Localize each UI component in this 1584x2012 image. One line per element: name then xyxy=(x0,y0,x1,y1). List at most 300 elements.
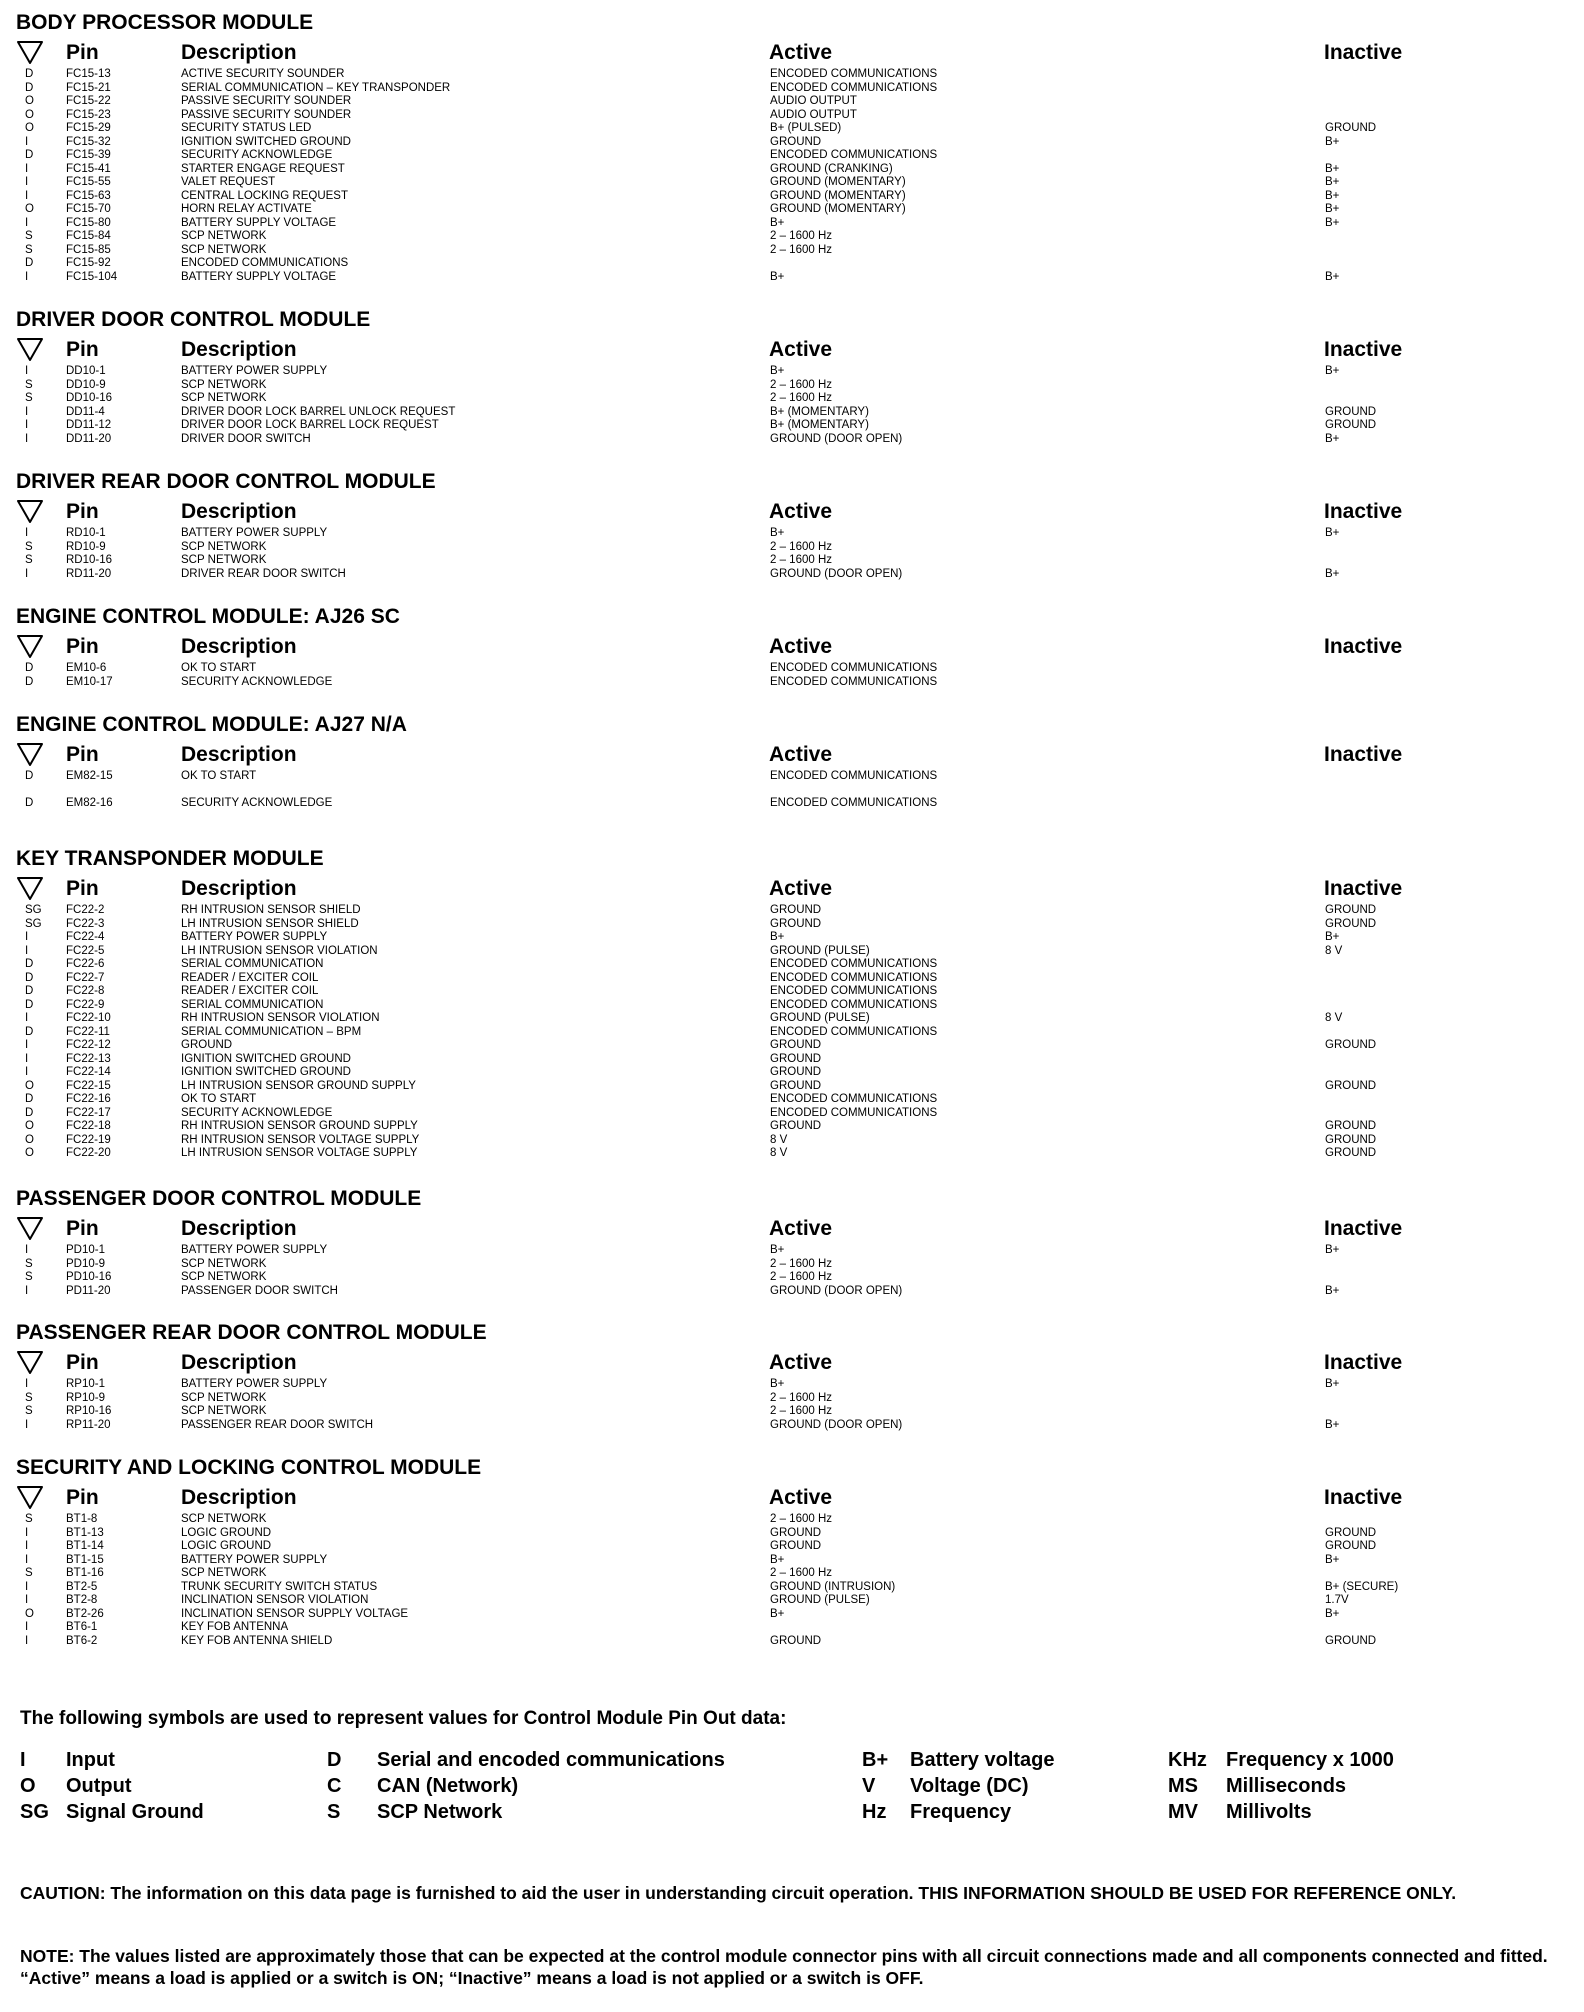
header-active: Active xyxy=(769,1351,833,1374)
pin-id: FC15-21 xyxy=(66,81,111,94)
pin-id: EM10-6 xyxy=(66,662,107,674)
header-pin: Pin xyxy=(66,743,99,766)
header-pin: Pin xyxy=(66,500,99,523)
pin-row xyxy=(16,527,1566,541)
pin-description: STARTER ENGAGE REQUEST xyxy=(181,162,345,175)
triangle-symbol-icon xyxy=(16,498,44,524)
pin-id: RP11-20 xyxy=(66,1418,111,1431)
pin-active-value: GROUND (DOOR OPEN) xyxy=(770,1418,903,1431)
pin-description: BATTERY POWER SUPPLY xyxy=(181,527,328,539)
pin-row xyxy=(16,1066,1566,1080)
pin-type: I xyxy=(25,1244,29,1256)
pin-id: FC22-13 xyxy=(66,1052,111,1065)
pin-active-value: 2 – 1600 Hz xyxy=(770,540,833,553)
header-active: Active xyxy=(769,500,833,523)
pin-type: I xyxy=(25,1621,29,1633)
module-section xyxy=(16,10,1566,284)
pin-type: I xyxy=(25,1066,29,1078)
pin-inactive-value: B+ xyxy=(1325,216,1340,229)
legend-symbol: Hz xyxy=(862,1801,887,1823)
legend-meaning: Milliseconds xyxy=(1226,1775,1347,1797)
pin-row xyxy=(16,770,1566,784)
header-description: Description xyxy=(181,877,297,900)
pin-type: D xyxy=(25,662,34,674)
pin-description: SCP NETWORK xyxy=(181,1405,267,1417)
pin-type: O xyxy=(25,95,34,107)
pin-type: I xyxy=(25,189,29,202)
pin-id: EM82-15 xyxy=(66,770,113,782)
pin-id: BT1-13 xyxy=(66,1526,104,1539)
pin-description: BATTERY POWER SUPPLY xyxy=(181,1244,328,1256)
pin-active-value: GROUND (CRANKING) xyxy=(770,162,893,175)
pin-inactive-value: B+ xyxy=(1325,1607,1340,1620)
pin-inactive-value: B+ xyxy=(1325,135,1340,148)
pin-active-value: ENCODED COMMUNICATIONS xyxy=(770,998,938,1011)
legend-meaning: Signal Ground xyxy=(66,1801,204,1823)
pin-type: D xyxy=(25,770,34,782)
pin-id: FC15-92 xyxy=(66,257,111,269)
pin-active-value: ENCODED COMMUNICATIONS xyxy=(770,81,938,94)
pin-type: I xyxy=(25,162,29,175)
pin-active-value: GROUND xyxy=(770,1052,822,1065)
pin-description: LH INTRUSION SENSOR SHIELD xyxy=(181,917,359,930)
header-pin: Pin xyxy=(66,1217,99,1240)
legend-symbol: I xyxy=(20,1749,26,1771)
pin-row xyxy=(16,1594,1566,1608)
pin-row xyxy=(16,257,1566,271)
pin-type: D xyxy=(25,958,34,970)
pin-id: FC15-85 xyxy=(66,243,111,256)
pin-type: SG xyxy=(25,904,42,916)
pin-row xyxy=(16,1608,1566,1622)
pin-type: S xyxy=(25,1257,33,1270)
pin-inactive-value: 8 V xyxy=(1325,1012,1343,1024)
pin-type: I xyxy=(25,1594,29,1606)
pin-active-value: 2 – 1600 Hz xyxy=(770,1391,833,1404)
pin-row xyxy=(16,1635,1566,1649)
legend-meaning: Output xyxy=(66,1775,132,1797)
pin-inactive-value: GROUND xyxy=(1325,1526,1377,1539)
legend-symbol: SG xyxy=(20,1801,49,1823)
pin-id: FC22-19 xyxy=(66,1133,111,1146)
pin-type: I xyxy=(25,1526,29,1539)
pin-active-value: GROUND xyxy=(770,1079,822,1092)
pin-row xyxy=(16,68,1566,82)
header-inactive: Inactive xyxy=(1324,338,1403,361)
legend-symbol: B+ xyxy=(862,1749,889,1771)
pin-type: S xyxy=(25,540,33,553)
pin-row xyxy=(16,136,1566,150)
pin-active-value: GROUND xyxy=(770,135,822,148)
pin-active-value: ENCODED COMMUNICATIONS xyxy=(770,985,938,997)
pin-row xyxy=(16,985,1566,999)
pin-description: IGNITION SWITCHED GROUND xyxy=(181,1052,351,1065)
pin-description: SCP NETWORK xyxy=(181,1257,267,1270)
pin-active-value: GROUND xyxy=(770,1634,822,1647)
pin-description: LH INTRUSION SENSOR VIOLATION xyxy=(181,944,378,957)
pin-description: OK TO START xyxy=(181,770,257,782)
pin-inactive-value: B+ xyxy=(1325,189,1340,202)
pin-description: HORN RELAY ACTIVATE xyxy=(181,203,312,215)
legend-item xyxy=(327,1747,725,1773)
pin-inactive-value: GROUND xyxy=(1325,1039,1377,1051)
header-inactive: Inactive xyxy=(1324,41,1403,64)
pin-description: ENCODED COMMUNICATIONS xyxy=(181,257,349,269)
pin-row xyxy=(16,554,1566,568)
pin-row xyxy=(16,958,1566,972)
pin-description: LOGIC GROUND xyxy=(181,1540,272,1552)
pin-table xyxy=(16,527,1566,581)
pin-inactive-value: GROUND xyxy=(1325,122,1377,134)
pin-description: SCP NETWORK xyxy=(181,243,267,256)
pin-id: BT6-2 xyxy=(66,1634,98,1647)
triangle-symbol-icon xyxy=(16,39,44,65)
caution-text: CAUTION: The information on this data page is furnished to aid the user in understanding circuit operation. THIS INFORMATION SHOULD BE USED FOR REFERENCE ONLY. xyxy=(20,1883,1457,1903)
pin-id: RP10-9 xyxy=(66,1391,105,1404)
pin-active-value: B+ xyxy=(770,931,785,943)
pin-row xyxy=(16,676,1566,690)
pin-active-value: ENCODED COMMUNICATIONS xyxy=(770,797,938,809)
module-title: PASSENGER DOOR CONTROL MODULE xyxy=(16,1187,422,1210)
pin-description: BATTERY POWER SUPPLY xyxy=(181,365,328,377)
pin-inactive-value: B+ xyxy=(1325,931,1340,943)
pin-type: O xyxy=(25,1607,34,1620)
pin-type: D xyxy=(25,675,34,688)
pin-row xyxy=(16,1271,1566,1285)
pin-table xyxy=(16,904,1566,1161)
pin-row xyxy=(16,1258,1566,1272)
pin-id: BT1-14 xyxy=(66,1540,104,1552)
pin-description: SCP NETWORK xyxy=(181,1567,267,1579)
pin-type: I xyxy=(25,1378,29,1390)
pin-id: FC22-20 xyxy=(66,1147,111,1159)
pin-active-value: GROUND (PULSE) xyxy=(770,1012,870,1024)
module-section xyxy=(16,1186,1566,1298)
pin-row xyxy=(16,1120,1566,1134)
pin-row xyxy=(16,203,1566,217)
module-title: ENGINE CONTROL MODULE: AJ27 N/A xyxy=(16,713,407,736)
column-header-row xyxy=(16,1212,1566,1244)
pin-active-value: ENCODED COMMUNICATIONS xyxy=(770,770,938,782)
pin-description: ACTIVE SECURITY SOUNDER xyxy=(181,68,345,80)
pin-id: PD11-20 xyxy=(66,1284,111,1297)
pin-description: LH INTRUSION SENSOR VOLTAGE SUPPLY xyxy=(181,1147,418,1159)
pin-row xyxy=(16,1621,1566,1635)
pin-row xyxy=(16,1581,1566,1595)
pin-active-value: GROUND xyxy=(770,1039,822,1051)
pin-active-value: GROUND (DOOR OPEN) xyxy=(770,1284,903,1297)
pin-id: FC15-23 xyxy=(66,108,111,121)
pin-type: O xyxy=(25,1120,34,1132)
pin-description: KEY FOB ANTENNA xyxy=(181,1621,289,1633)
pin-id: BT6-1 xyxy=(66,1621,98,1633)
pin-inactive-value: GROUND xyxy=(1325,1540,1377,1552)
pin-active-value: ENCODED COMMUNICATIONS xyxy=(770,149,938,161)
header-description: Description xyxy=(181,338,297,361)
header-pin: Pin xyxy=(66,877,99,900)
module-title: ENGINE CONTROL MODULE: AJ26 SC xyxy=(16,605,400,628)
pin-type: D xyxy=(25,1025,34,1038)
pin-id: FC15-22 xyxy=(66,95,111,107)
pin-id: FC15-39 xyxy=(66,149,111,161)
header-description: Description xyxy=(181,1217,297,1240)
pin-type: I xyxy=(25,1039,29,1051)
header-active: Active xyxy=(769,338,833,361)
pin-description: INCLINATION SENSOR SUPPLY VOLTAGE xyxy=(181,1607,409,1620)
legend-item xyxy=(1168,1773,1346,1799)
pin-description: LH INTRUSION SENSOR GROUND SUPPLY xyxy=(181,1079,416,1092)
pin-inactive-value: B+ xyxy=(1325,270,1340,283)
pin-description: READER / EXCITER COIL xyxy=(181,985,319,997)
pin-type: D xyxy=(25,1106,34,1119)
pin-row xyxy=(16,1513,1566,1527)
pin-id: FC22-7 xyxy=(66,971,105,984)
pin-description: DRIVER DOOR LOCK BARREL LOCK REQUEST xyxy=(181,419,439,431)
header-pin: Pin xyxy=(66,41,99,64)
pin-active-value: GROUND xyxy=(770,917,822,930)
pin-id: BT1-15 xyxy=(66,1553,104,1566)
legend-symbol: MV xyxy=(1168,1801,1198,1823)
header-inactive: Inactive xyxy=(1324,877,1403,900)
pin-type: I xyxy=(25,1634,29,1647)
pin-active-value: 8 V xyxy=(770,1147,788,1159)
module-title: KEY TRANSPONDER MODULE xyxy=(16,847,324,870)
header-inactive: Inactive xyxy=(1324,1351,1403,1374)
pin-active-value: 2 – 1600 Hz xyxy=(770,554,833,566)
pin-type: O xyxy=(25,1133,34,1146)
pin-description: VALET REQUEST xyxy=(181,176,276,188)
pin-row xyxy=(16,419,1566,433)
pin-id: EM10-17 xyxy=(66,675,113,688)
triangle-symbol-icon xyxy=(16,741,44,767)
pin-row xyxy=(16,1134,1566,1148)
pin-id: FC22-8 xyxy=(66,985,105,997)
pin-row xyxy=(16,163,1566,177)
pin-description: BATTERY POWER SUPPLY xyxy=(181,931,328,943)
legend-symbol: C xyxy=(327,1775,342,1797)
pin-active-value: ENCODED COMMUNICATIONS xyxy=(770,958,938,970)
legend-symbol: KHz xyxy=(1168,1749,1207,1771)
pin-inactive-value: B+ xyxy=(1325,365,1340,377)
pin-description: RH INTRUSION SENSOR VIOLATION xyxy=(181,1012,380,1024)
pin-active-value: B+ xyxy=(770,216,785,229)
pin-description: SECURITY ACKNOWLEDGE xyxy=(181,797,333,809)
legend-item xyxy=(1168,1747,1394,1773)
pin-inactive-value: B+ xyxy=(1325,527,1340,539)
pin-type: I xyxy=(25,1052,29,1065)
pin-type: S xyxy=(25,1567,33,1579)
pin-type: D xyxy=(25,68,34,80)
pin-active-value: B+ (PULSED) xyxy=(770,122,842,134)
header-active: Active xyxy=(769,635,833,658)
pin-inactive-value: B+ (SECURE) xyxy=(1325,1580,1399,1593)
pin-table xyxy=(16,662,1566,689)
triangle-symbol-icon xyxy=(16,1349,44,1375)
pin-active-value: 2 – 1600 Hz xyxy=(770,1257,833,1270)
pin-id: FC22-10 xyxy=(66,1012,111,1024)
pin-inactive-value: B+ xyxy=(1325,567,1340,580)
pin-description: CENTRAL LOCKING REQUEST xyxy=(181,189,348,202)
pin-active-value: ENCODED COMMUNICATIONS xyxy=(770,675,938,688)
pin-row xyxy=(16,1080,1566,1094)
pin-row xyxy=(16,230,1566,244)
pin-inactive-value: GROUND xyxy=(1325,1634,1377,1647)
pin-active-value: GROUND xyxy=(770,1066,822,1078)
pin-description: BATTERY SUPPLY VOLTAGE xyxy=(181,270,337,283)
pin-type: D xyxy=(25,257,34,269)
pin-id: FC15-104 xyxy=(66,270,118,283)
pin-id: BT2-5 xyxy=(66,1580,98,1593)
pin-table xyxy=(16,770,1566,811)
pin-active-value: ENCODED COMMUNICATIONS xyxy=(770,68,938,80)
pin-description: LOGIC GROUND xyxy=(181,1526,272,1539)
pin-description: SCP NETWORK xyxy=(181,1513,267,1525)
pin-row xyxy=(16,945,1566,959)
module-section xyxy=(16,846,1566,1161)
pin-id: BT1-16 xyxy=(66,1567,104,1579)
header-active: Active xyxy=(769,41,833,64)
pin-row xyxy=(16,662,1566,676)
pin-description: SECURITY STATUS LED xyxy=(181,122,312,134)
pin-type: I xyxy=(25,1553,29,1566)
pin-active-value: AUDIO OUTPUT xyxy=(770,95,857,107)
pin-type: I xyxy=(25,176,29,188)
pin-row xyxy=(16,999,1566,1013)
pin-description: SECURITY ACKNOWLEDGE xyxy=(181,149,333,161)
pin-id: FC22-16 xyxy=(66,1093,111,1105)
column-header-row xyxy=(16,1346,1566,1378)
pin-description: TRUNK SECURITY SWITCH STATUS xyxy=(181,1580,378,1593)
pin-description: SECURITY ACKNOWLEDGE xyxy=(181,675,333,688)
pin-description: SERIAL COMMUNICATION xyxy=(181,958,324,970)
module-title: SECURITY AND LOCKING CONTROL MODULE xyxy=(16,1456,482,1479)
header-description: Description xyxy=(181,743,297,766)
pin-description: BATTERY POWER SUPPLY xyxy=(181,1378,328,1390)
pin-type: I xyxy=(25,1540,29,1552)
pin-table xyxy=(16,1244,1566,1298)
pin-active-value: GROUND (DOOR OPEN) xyxy=(770,567,903,580)
pin-active-value: 2 – 1600 Hz xyxy=(770,378,833,391)
header-active: Active xyxy=(769,877,833,900)
pin-table xyxy=(16,365,1566,446)
legend-symbol: D xyxy=(327,1749,342,1771)
column-header-row xyxy=(16,36,1566,68)
legend-meaning: Millivolts xyxy=(1226,1801,1312,1823)
pin-inactive-value: B+ xyxy=(1325,203,1340,215)
pin-type: I xyxy=(25,931,29,943)
pin-inactive-value: B+ xyxy=(1325,1553,1340,1566)
pin-description: SCP NETWORK xyxy=(181,540,267,553)
module-section xyxy=(16,604,1566,689)
legend-item xyxy=(327,1799,502,1825)
pin-inactive-value: GROUND xyxy=(1325,1147,1377,1159)
pin-type: O xyxy=(25,1147,34,1159)
pin-id: FC22-6 xyxy=(66,958,105,970)
legend-item xyxy=(20,1799,204,1825)
pin-description: SCP NETWORK xyxy=(181,392,267,404)
pin-row xyxy=(16,1093,1566,1107)
pin-active-value: ENCODED COMMUNICATIONS xyxy=(770,1025,938,1038)
pin-description: DRIVER DOOR LOCK BARREL UNLOCK REQUEST xyxy=(181,405,456,418)
pin-row xyxy=(16,1039,1566,1053)
pin-active-value: B+ xyxy=(770,1607,785,1620)
pin-type: S xyxy=(25,230,33,242)
pin-row xyxy=(16,1107,1566,1121)
pin-description: SCP NETWORK xyxy=(181,230,267,242)
triangle-symbol-icon xyxy=(16,336,44,362)
pin-active-value: 2 – 1600 Hz xyxy=(770,1513,833,1525)
pin-row xyxy=(16,109,1566,123)
pin-type: O xyxy=(25,108,34,121)
pin-description: RH INTRUSION SENSOR VOLTAGE SUPPLY xyxy=(181,1133,420,1146)
pin-row xyxy=(16,1527,1566,1541)
pin-table xyxy=(16,68,1566,284)
pin-active-value: B+ xyxy=(770,1553,785,1566)
header-active: Active xyxy=(769,1486,833,1509)
pin-row xyxy=(16,541,1566,555)
pin-id: FC22-4 xyxy=(66,931,105,943)
legend-symbol: V xyxy=(862,1775,876,1797)
module-section xyxy=(16,307,1566,446)
pin-type: I xyxy=(25,432,29,445)
pin-type: I xyxy=(25,135,29,148)
pin-id: FC15-41 xyxy=(66,162,111,175)
pin-type: I xyxy=(25,527,29,539)
pin-row xyxy=(16,82,1566,96)
legend-meaning: Frequency x 1000 xyxy=(1226,1749,1394,1771)
legend-item xyxy=(327,1773,518,1799)
pin-id: DD10-1 xyxy=(66,365,106,377)
pin-row xyxy=(16,406,1566,420)
pin-inactive-value: 1.7V xyxy=(1325,1594,1349,1606)
pin-active-value: 2 – 1600 Hz xyxy=(770,1405,833,1417)
module-title: DRIVER REAR DOOR CONTROL MODULE xyxy=(16,470,436,493)
pin-type: I xyxy=(25,1580,29,1593)
column-header-row xyxy=(16,333,1566,365)
pin-description: PASSENGER REAR DOOR SWITCH xyxy=(181,1418,374,1431)
pin-active-value: GROUND (MOMENTARY) xyxy=(770,189,906,202)
pin-type: I xyxy=(25,944,29,957)
pin-description: SERIAL COMMUNICATION xyxy=(181,998,324,1011)
module-section xyxy=(16,469,1566,581)
pin-description: DRIVER REAR DOOR SWITCH xyxy=(181,567,346,580)
legend-item xyxy=(20,1773,132,1799)
legend-meaning: Battery voltage xyxy=(910,1749,1055,1771)
legend-meaning: CAN (Network) xyxy=(377,1775,519,1797)
pin-type: I xyxy=(25,365,29,377)
pin-active-value: B+ (MOMENTARY) xyxy=(770,419,869,431)
pin-type: I xyxy=(25,567,29,580)
pin-description: SECURITY ACKNOWLEDGE xyxy=(181,1106,333,1119)
pin-description: BATTERY POWER SUPPLY xyxy=(181,1553,328,1566)
pin-type: D xyxy=(25,81,34,94)
pin-description: IGNITION SWITCHED GROUND xyxy=(181,135,351,148)
note-text: NOTE: The values listed are approximately those that can be expected at the control module connector pins with all circuit connections made and all components connected and fitted. “Active” means a load is applied or a switch is ON; “Inactive” means a load is not applied or a switch is OFF. xyxy=(20,1946,1548,1988)
pin-active-value: 2 – 1600 Hz xyxy=(770,392,833,404)
legend-item xyxy=(862,1799,1011,1825)
triangle-symbol-icon xyxy=(16,633,44,659)
pin-description: READER / EXCITER COIL xyxy=(181,971,319,984)
pin-id: PD10-9 xyxy=(66,1257,105,1270)
module-title: PASSENGER REAR DOOR CONTROL MODULE xyxy=(16,1321,487,1344)
pin-id: FC22-14 xyxy=(66,1066,111,1078)
pin-table xyxy=(16,1513,1566,1648)
pin-active-value: 2 – 1600 Hz xyxy=(770,230,833,242)
pin-active-value: GROUND xyxy=(770,904,822,916)
pin-active-value: GROUND xyxy=(770,1526,822,1539)
pin-inactive-value: B+ xyxy=(1325,1284,1340,1297)
header-description: Description xyxy=(181,41,297,64)
